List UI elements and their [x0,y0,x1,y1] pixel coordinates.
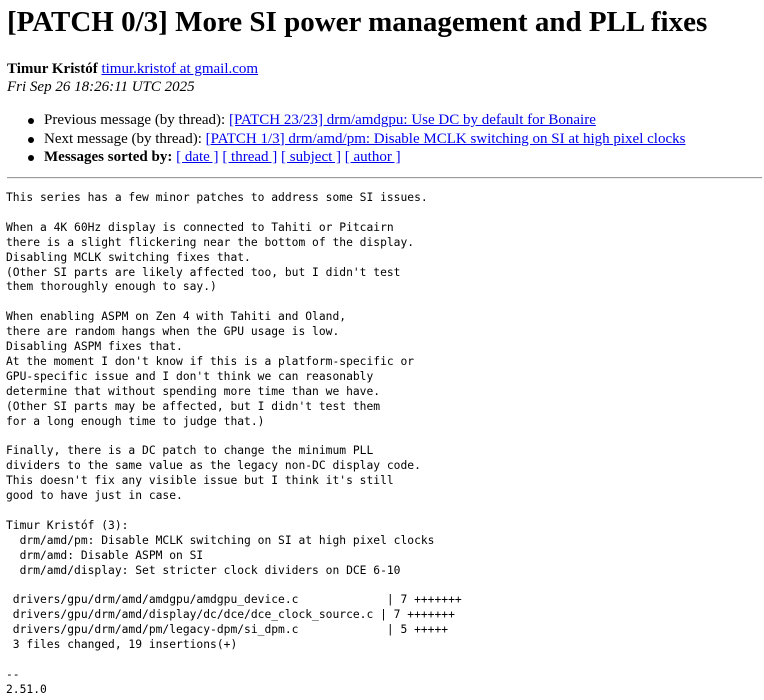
message-date: Fri Sep 26 18:26:11 UTC 2025 [7,79,195,95]
sort-by-subject-link[interactable]: [ subject ] [281,149,342,165]
previous-message-link[interactable]: [PATCH 23/23] drm/amdgpu: Use DC by default for Bonaire [228,112,596,128]
next-message-label: Next message (by thread): [44,130,202,147]
sort-options-item [25,148,685,167]
horizontal-divider [7,177,762,179]
sort-by-thread-link[interactable]: [ thread ] [222,149,278,165]
sort-by-date-link[interactable]: [ date ] [176,149,219,165]
author-name: Timur Kristóf [7,61,98,77]
previous-message-label: Previous message (by thread): [44,112,226,128]
page-title: [PATCH 0/3] More SI power management and PLL fixes [7,6,708,38]
message-body: This series has a few minor patches to address some SI issues. When a 4K 60Hz display is connected to Tahiti or Pitcairn there is a slight flickering near the bottom of the display. Disabling MCLK switching fixes that. (Other SI parts are likely affected too, but I didn't test them thoroughly enough to say.) When enabling ASPM on Zen 4 with Tahiti and Oland, there are random hangs when the GPU usage is low. Disabling ASPM fixes that. At the moment I don't know if this is a platform-specific or GPU-specific issue and I don't think we can reasonably determine that without spending more time than we have. (Other SI parts may be affected, but I didn't test them for a long enough time to judge that.) Finally, there is a DC patch to change the minimum PLL dividers to the same value as the legacy non-DC display code. This doesn't fix any visible issue but I think it's still good to have just in case. Timur Kristóf (3): drm/amd/pm: Disable MCLK switching on SI at high pixel clocks drm/amd: Disable ASPM on SI drm/amd/display: Set stricter clock dividers on DCE 6-10 drivers/gpu/drm/amd/amdgpu/amdgpu_device.c | 7 +++++++ drivers/gpu/drm/amd/display/dc/dce/dce_clock_source.c | 7 +++++++ drivers/gpu/drm/amd/pm/legacy-dpm/si_dpm.c | 5 +++++ 3 files changed, 19 insertions(+) -- 2.51.0 [6,191,462,696]
message-header [7,60,258,96]
author-email-link[interactable]: timur.kristof at gmail.com [101,61,259,77]
thread-navigation [25,111,685,167]
previous-message-item [25,111,685,130]
next-message-link[interactable]: [PATCH 1/3] drm/amd/pm: Disable MCLK switching on SI at high pixel clocks [205,130,686,147]
sorted-by-label: Messages sorted by: [44,149,173,165]
next-message-item [25,130,685,149]
sort-by-author-link[interactable]: [ author ] [344,149,401,165]
